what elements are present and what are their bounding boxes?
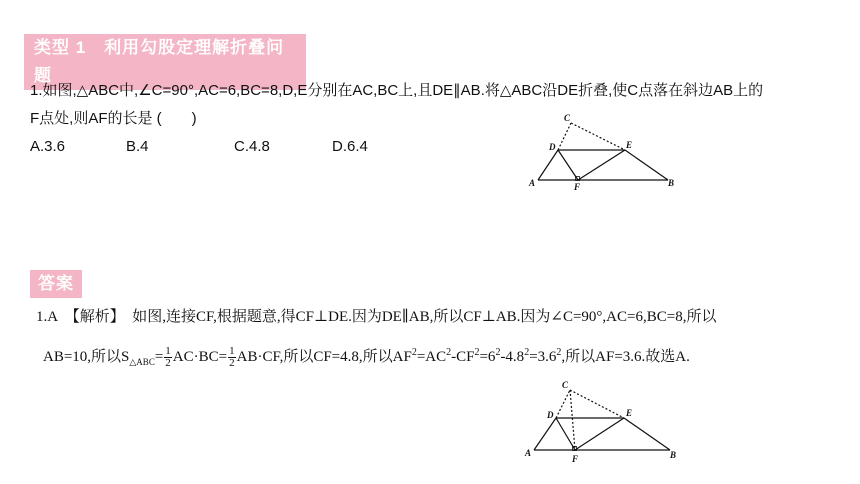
dashed-dc [556,390,570,418]
option-a: A.3.6 [30,138,66,155]
segment-eb [624,418,670,450]
answer-figure [518,378,684,466]
option-d: D.6.4 [332,138,368,155]
dashed-ce [571,123,625,150]
label-d: D [547,410,554,420]
segment-eb [625,150,668,180]
segment-fe [575,418,624,450]
label-d: D [549,142,556,152]
option-c: C.4.8 [234,138,270,155]
fraction-half-2: $\frac{1}{2}$ [229,345,235,370]
dashed-ce [570,390,624,418]
dashed-cf [570,390,575,450]
label-a: A [525,448,532,458]
question-line-1: 1.如图,△ABC中,∠C=90°,AC=6,BC=8,D,E分别在AC,BC上,且DE∥AB.将△ABC沿DE折叠,使C点落在斜边AB上的 [30,82,764,99]
question-line-2: F点处,则AF的长是 ( ) [30,110,197,127]
solution-line-2: AB=10,所以$S_{\triangle ABC}=$ $\frac{1}{2}$ AC·BC= $\frac{1}{2}$ AB·CF,所以CF=4.8,所以$AF^2=AC^2-CF^2=6^2-4.8^2=3.6^2$,所以AF=3.6.故选A. [43,345,690,370]
fraction-half-1: $\frac{1}{2}$ [165,345,171,370]
question-figure [522,108,682,192]
answer-title: 答案 [38,274,74,293]
label-e: E [626,408,633,418]
segment-ad [534,418,556,450]
segment-df [558,150,578,180]
option-b: B.4 [126,138,149,155]
dashed-dc [558,123,571,150]
solution-line-1: 1.A 【解析】 如图,连接CF,根据题意,得CF⊥DE.因为DE∥AB,所以CF⊥AB.因为∠C=90°,AC=6,BC=8,所以 [36,309,717,325]
label-c: C [562,380,569,390]
label-a: A [529,178,536,188]
segment-fe [578,150,625,180]
label-c: C [564,113,571,123]
section-title: 类型 1 利用勾股定理解折叠问题 [34,38,285,85]
label-b: B [668,178,675,188]
segment-ad [538,150,558,180]
label-b: B [670,450,677,460]
label-e: E [626,140,633,150]
answer-tag [30,270,82,298]
label-f: F [572,454,579,464]
label-f: F [574,182,581,192]
